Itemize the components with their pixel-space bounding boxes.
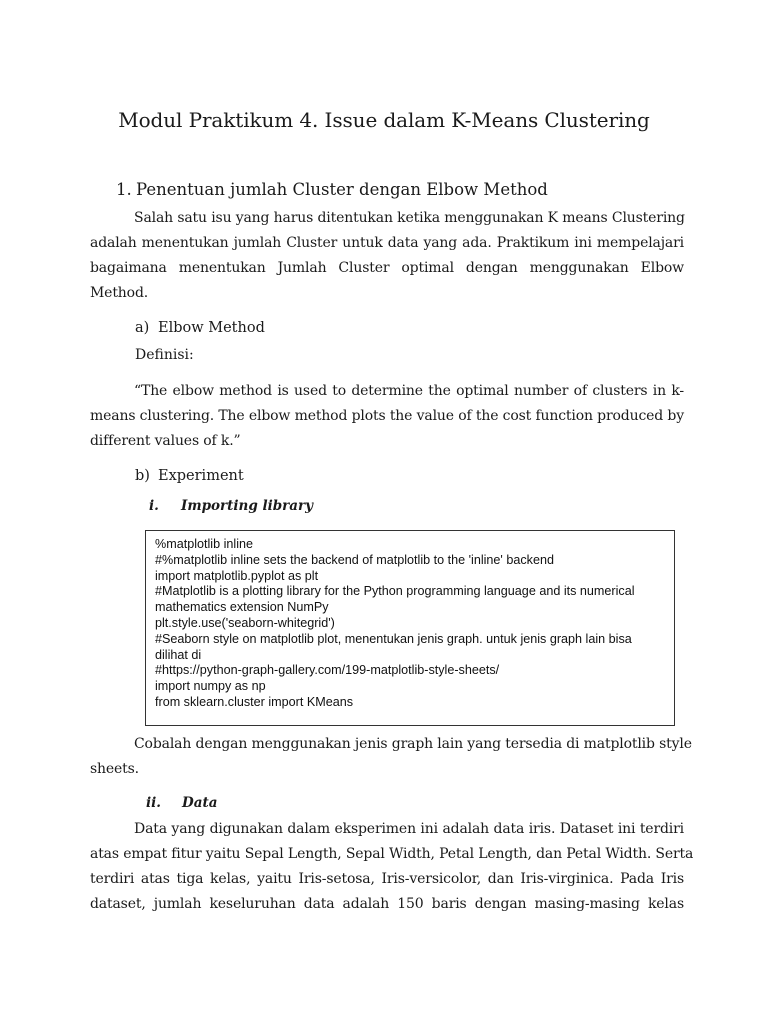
- code-line: %matplotlib inline: [155, 537, 254, 551]
- item-ii-title: Data: [182, 795, 218, 811]
- code-line: plt.style.use('seaborn-whitegrid'): [155, 615, 335, 630]
- try-paragraph: [90, 732, 692, 782]
- subsection-b-title: Experiment: [158, 468, 244, 484]
- paragraph-line: different values of k.”: [90, 433, 241, 449]
- subsection-a-title: Elbow Method: [158, 320, 265, 336]
- paragraph-line: “The elbow method is used to determine the optimal number of clusters in k-: [134, 383, 684, 399]
- paragraph-line: Cobalah dengan menggunakan jenis graph lain yang tersedia di matplotlib style: [134, 736, 692, 752]
- paragraph-line: terdiri atas tiga kelas, yaitu Iris-setosa, Iris-versicolor, dan Iris-virginica. Pada Iris: [90, 871, 684, 887]
- code-line: from sklearn.cluster import KMeans: [155, 694, 354, 709]
- item-ii-label: ii.: [146, 795, 161, 811]
- paragraph-line: bagaimana menentukan Jumlah Cluster optimal dengan menggunakan Elbow: [90, 260, 684, 276]
- code-line: import matplotlib.pyplot as plt: [155, 568, 319, 583]
- section-heading: Penentuan jumlah Cluster dengan Elbow Method: [136, 180, 548, 199]
- definition-label: Definisi:: [135, 347, 194, 363]
- page-title: Modul Praktikum 4. Issue dalam K-Means Clustering: [118, 108, 650, 132]
- paragraph-line: dataset, jumlah keseluruhan data adalah 150 baris dengan masing-masing kelas: [90, 896, 684, 912]
- paragraph-line: atas empat fitur yaitu Sepal Length, Sepal Width, Petal Length, dan Petal Width. Serta: [90, 846, 694, 862]
- subsection-a-label: a): [135, 320, 150, 336]
- code-line: dilihat di: [155, 647, 202, 662]
- paragraph-line: adalah menentukan jumlah Cluster untuk data yang ada. Praktikum ini mempelajari: [90, 235, 684, 251]
- data-paragraph: [90, 817, 694, 917]
- paragraph-line: sheets.: [90, 761, 139, 777]
- paragraph-line: Method.: [90, 285, 149, 301]
- code-line: #https://python-graph-gallery.com/199-matplotlib-style-sheets/: [155, 663, 500, 678]
- code-line: mathematics extension NumPy: [155, 600, 329, 615]
- item-i-label: i.: [149, 498, 159, 514]
- paragraph-line: Data yang digunakan dalam eksperimen ini adalah data iris. Dataset ini terdiri: [134, 821, 684, 837]
- intro-paragraph: [90, 206, 684, 306]
- paragraph-line: means clustering. The elbow method plots the value of the cost function produced by: [90, 408, 684, 424]
- code-line: #Seaborn style on matplotlib plot, menentukan jenis graph. untuk jenis graph lain bisa: [155, 631, 632, 646]
- section-number: 1.: [116, 180, 132, 199]
- item-i-title: Importing library: [181, 498, 313, 514]
- code-block: [145, 530, 675, 726]
- code-line: #Matplotlib is a plotting library for the Python programming language and its numerical: [155, 584, 635, 599]
- definition-quote: [90, 379, 684, 454]
- subsection-b-label: b): [135, 468, 150, 484]
- code-line: #%matplotlib inline sets the backend of matplotlib to the 'inline' backend: [155, 552, 554, 567]
- code-line: import numpy as np: [155, 679, 266, 694]
- paragraph-line: Salah satu isu yang harus ditentukan ketika menggunakan K means Clustering: [134, 210, 685, 226]
